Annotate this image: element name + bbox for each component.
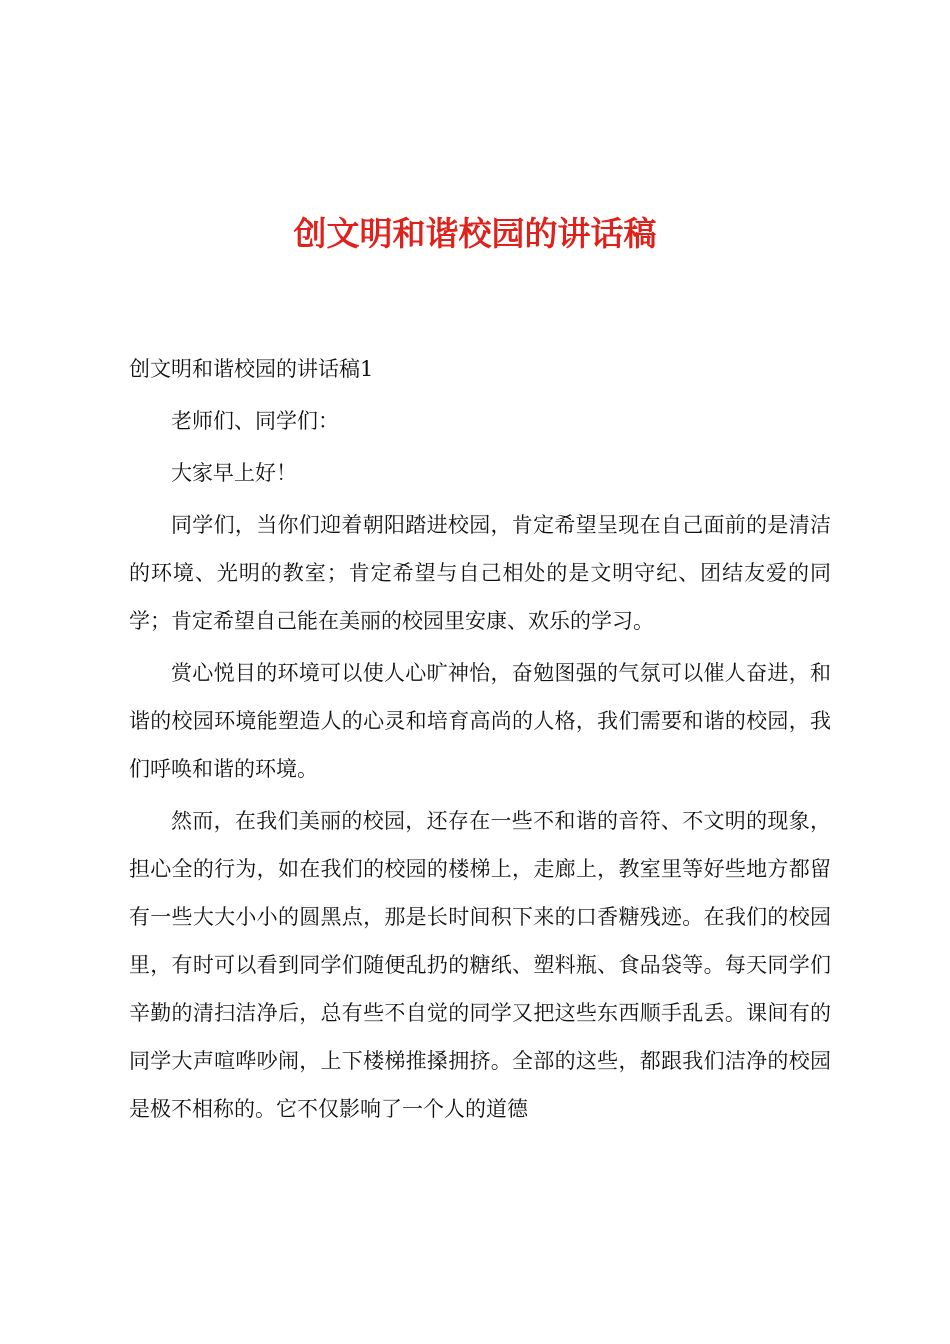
paragraph-3: 然而，在我们美丽的校园，还存在一些不和谐的音符、不文明的现象，担心全的行为，如在我们的校园的楼梯上，走廊上，教室里等好些地方都留有一些大大小小的圆黑点，那是长时间积下来的口香糖残迹。在我们的校园里，有时可以看到同学们随便乱扔的糖纸、塑料瓶、食品袋等。每天同学们辛勤的清扫洁净后，总有些不自觉的同学又把这些东西顺手乱丢。课间有的同学大声喧哗吵闹，上下楼梯推搡拥挤。全部的这些，都跟我们洁净的校园是极不相称的。它不仅影响了一个人的道德 (129, 809, 831, 1121)
document-body (129, 345, 831, 1137)
paragraph-1: 同学们，当你们迎着朝阳踏进校园，肯定希望呈现在自己面前的是清洁的环境、光明的教室；肯定希望与自己相处的是文明守纪、团结友爱的同学；肯定希望自己能在美丽的校园里安康、欢乐的学习。 (129, 513, 831, 633)
paragraph-2: 赏心悦目的环境可以使人心旷神怡，奋勉图强的气氛可以催人奋进，和谐的校园环境能塑造人的心灵和培育高尚的人格，我们需要和谐的校园，我们呼唤和谐的环境。 (129, 661, 831, 781)
paragraph-greeting: 大家早上好！ (171, 461, 297, 485)
document-title: 创文明和谐校园的讲话稿 (293, 214, 657, 253)
paragraph-salutation: 老师们、同学们： (171, 409, 339, 433)
section-heading: 创文明和谐校园的讲话稿1 (129, 357, 374, 381)
